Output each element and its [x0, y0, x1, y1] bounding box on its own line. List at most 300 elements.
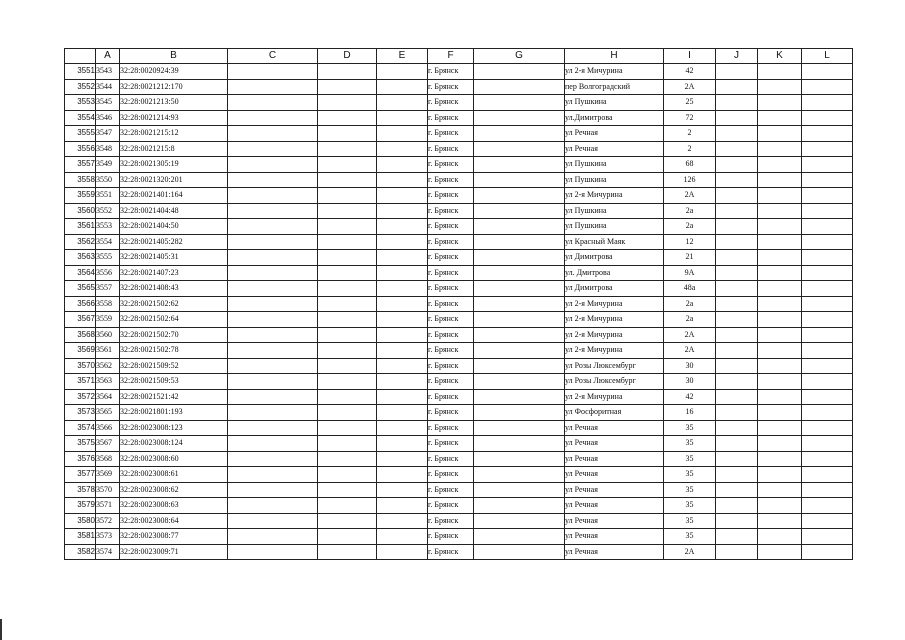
cell-g	[474, 420, 565, 436]
cell-a: 3559	[96, 312, 120, 328]
cell-c	[228, 265, 318, 281]
cell-f-city: г. Брянск	[428, 79, 474, 95]
cell-g	[474, 482, 565, 498]
cell-i-house-number: 126	[664, 172, 716, 188]
cell-h-street: ул.Димитрова	[565, 110, 664, 126]
cell-g	[474, 250, 565, 266]
cell-e	[377, 141, 428, 157]
column-header-a: A	[96, 49, 120, 64]
cell-l	[802, 343, 853, 359]
column-header-c: C	[228, 49, 318, 64]
table-row	[65, 188, 853, 204]
cell-e	[377, 498, 428, 514]
row-number: 3565	[65, 281, 96, 297]
column-header-h: H	[565, 49, 664, 64]
table-row	[65, 157, 853, 173]
cell-f-city: г. Брянск	[428, 157, 474, 173]
cell-a: 3564	[96, 389, 120, 405]
cell-f-city: г. Брянск	[428, 513, 474, 529]
table-row	[65, 64, 853, 80]
cell-c	[228, 281, 318, 297]
cell-j	[716, 327, 758, 343]
cell-a: 3546	[96, 110, 120, 126]
cell-d	[318, 110, 377, 126]
cell-j	[716, 405, 758, 421]
cell-d	[318, 157, 377, 173]
cell-a: 3570	[96, 482, 120, 498]
row-number: 3563	[65, 250, 96, 266]
cell-j	[716, 420, 758, 436]
column-header-row	[65, 49, 853, 64]
cell-a: 3567	[96, 436, 120, 452]
cell-c	[228, 358, 318, 374]
cell-j	[716, 467, 758, 483]
cell-k	[758, 436, 802, 452]
cell-a: 3574	[96, 544, 120, 560]
cell-e	[377, 250, 428, 266]
cell-f-city: г. Брянск	[428, 374, 474, 390]
cell-b-cadastral-number: 32:28:0021509:52	[120, 358, 228, 374]
cell-j	[716, 265, 758, 281]
cell-a: 3552	[96, 203, 120, 219]
cell-l	[802, 172, 853, 188]
table-row	[65, 327, 853, 343]
cell-h-street: ул 2-я Мичурина	[565, 296, 664, 312]
cell-h-street: ул Фосфоритная	[565, 405, 664, 421]
cell-a: 3568	[96, 451, 120, 467]
cell-c	[228, 126, 318, 142]
cell-e	[377, 513, 428, 529]
cell-d	[318, 327, 377, 343]
cell-h-street: ул Речная	[565, 436, 664, 452]
cell-j	[716, 157, 758, 173]
cell-b-cadastral-number: 32:28:0020924:39	[120, 64, 228, 80]
cell-b-cadastral-number: 32:28:0023008:123	[120, 420, 228, 436]
cell-k	[758, 358, 802, 374]
cell-b-cadastral-number: 32:28:0023009:71	[120, 544, 228, 560]
cell-a: 3558	[96, 296, 120, 312]
cell-a: 3560	[96, 327, 120, 343]
cell-c	[228, 451, 318, 467]
cell-e	[377, 126, 428, 142]
cell-f-city: г. Брянск	[428, 110, 474, 126]
cell-e	[377, 467, 428, 483]
cell-c	[228, 296, 318, 312]
cell-l	[802, 110, 853, 126]
cell-h-street: ул Димитрова	[565, 250, 664, 266]
table-row	[65, 234, 853, 250]
cell-f-city: г. Брянск	[428, 141, 474, 157]
cell-d	[318, 436, 377, 452]
cell-k	[758, 374, 802, 390]
cell-l	[802, 389, 853, 405]
row-number: 3569	[65, 343, 96, 359]
cell-l	[802, 219, 853, 235]
cell-i-house-number: 30	[664, 358, 716, 374]
row-number: 3554	[65, 110, 96, 126]
cell-e	[377, 203, 428, 219]
cell-j	[716, 188, 758, 204]
cell-k	[758, 544, 802, 560]
cell-c	[228, 95, 318, 111]
cell-l	[802, 188, 853, 204]
cell-j	[716, 374, 758, 390]
cell-j	[716, 544, 758, 560]
cell-h-street: ул Речная	[565, 451, 664, 467]
cell-d	[318, 312, 377, 328]
cell-h-street: ул Речная	[565, 467, 664, 483]
cell-j	[716, 110, 758, 126]
row-number: 3576	[65, 451, 96, 467]
cell-c	[228, 389, 318, 405]
cell-l	[802, 296, 853, 312]
cell-g	[474, 513, 565, 529]
cell-c	[228, 250, 318, 266]
cell-h-street: ул Пушкина	[565, 95, 664, 111]
cell-h-street: ул Розы Люксембург	[565, 358, 664, 374]
cell-k	[758, 234, 802, 250]
column-header-g: G	[474, 49, 565, 64]
cell-j	[716, 79, 758, 95]
cell-e	[377, 219, 428, 235]
cell-j	[716, 436, 758, 452]
cell-k	[758, 312, 802, 328]
cell-d	[318, 250, 377, 266]
cell-i-house-number: 2А	[664, 343, 716, 359]
table-row	[65, 265, 853, 281]
cell-b-cadastral-number: 32:28:0021405:31	[120, 250, 228, 266]
cell-a: 3569	[96, 467, 120, 483]
cell-c	[228, 327, 318, 343]
cell-l	[802, 95, 853, 111]
cell-i-house-number: 2а	[664, 203, 716, 219]
cell-j	[716, 529, 758, 545]
cell-h-street: ул Пушкина	[565, 157, 664, 173]
cell-e	[377, 95, 428, 111]
cell-e	[377, 544, 428, 560]
cell-d	[318, 219, 377, 235]
cell-g	[474, 95, 565, 111]
cell-j	[716, 513, 758, 529]
cell-f-city: г. Брянск	[428, 126, 474, 142]
cell-b-cadastral-number: 32:28:0023008:62	[120, 482, 228, 498]
row-number: 3582	[65, 544, 96, 560]
cell-b-cadastral-number: 32:28:0021502:70	[120, 327, 228, 343]
cell-f-city: г. Брянск	[428, 389, 474, 405]
cell-l	[802, 234, 853, 250]
cell-b-cadastral-number: 32:28:0023008:77	[120, 529, 228, 545]
cell-b-cadastral-number: 32:28:0021214:93	[120, 110, 228, 126]
cell-g	[474, 327, 565, 343]
cell-b-cadastral-number: 32:28:0021502:62	[120, 296, 228, 312]
cell-c	[228, 141, 318, 157]
table-row	[65, 203, 853, 219]
table-row	[65, 141, 853, 157]
cell-l	[802, 513, 853, 529]
cell-f-city: г. Брянск	[428, 405, 474, 421]
table-row	[65, 451, 853, 467]
row-number: 3570	[65, 358, 96, 374]
cell-e	[377, 436, 428, 452]
row-number: 3574	[65, 420, 96, 436]
table-row	[65, 498, 853, 514]
cell-k	[758, 141, 802, 157]
cell-e	[377, 405, 428, 421]
cell-l	[802, 529, 853, 545]
cell-f-city: г. Брянск	[428, 64, 474, 80]
cell-i-house-number: 35	[664, 498, 716, 514]
cell-c	[228, 157, 318, 173]
cell-k	[758, 95, 802, 111]
cell-e	[377, 234, 428, 250]
cell-i-house-number: 2а	[664, 296, 716, 312]
cell-h-street: ул Речная	[565, 420, 664, 436]
table-row	[65, 343, 853, 359]
row-number: 3568	[65, 327, 96, 343]
cell-h-street: ул Речная	[565, 498, 664, 514]
cell-j	[716, 95, 758, 111]
row-number: 3573	[65, 405, 96, 421]
cell-k	[758, 281, 802, 297]
cell-f-city: г. Брянск	[428, 312, 474, 328]
cell-i-house-number: 25	[664, 95, 716, 111]
cell-l	[802, 157, 853, 173]
cell-l	[802, 436, 853, 452]
cell-b-cadastral-number: 32:28:0021404:48	[120, 203, 228, 219]
row-number: 3558	[65, 172, 96, 188]
cell-h-street: ул Речная	[565, 529, 664, 545]
cell-g	[474, 389, 565, 405]
cell-f-city: г. Брянск	[428, 482, 474, 498]
cell-a: 3544	[96, 79, 120, 95]
cell-j	[716, 172, 758, 188]
cell-j	[716, 281, 758, 297]
cell-j	[716, 389, 758, 405]
table-row	[65, 529, 853, 545]
cell-i-house-number: 16	[664, 405, 716, 421]
cell-c	[228, 312, 318, 328]
cell-k	[758, 203, 802, 219]
cell-l	[802, 141, 853, 157]
cell-a: 3566	[96, 420, 120, 436]
cell-g	[474, 265, 565, 281]
cell-e	[377, 188, 428, 204]
table-row	[65, 513, 853, 529]
cell-c	[228, 172, 318, 188]
cell-a: 3549	[96, 157, 120, 173]
cell-h-street: ул Речная	[565, 126, 664, 142]
column-header-d: D	[318, 49, 377, 64]
cell-b-cadastral-number: 32:28:0021215:8	[120, 141, 228, 157]
row-number: 3577	[65, 467, 96, 483]
cell-d	[318, 79, 377, 95]
row-number: 3555	[65, 126, 96, 142]
table-row	[65, 219, 853, 235]
row-number: 3566	[65, 296, 96, 312]
cell-b-cadastral-number: 32:28:0021408:43	[120, 281, 228, 297]
table-row	[65, 281, 853, 297]
cell-h-street: ул 2-я Мичурина	[565, 327, 664, 343]
table-row	[65, 126, 853, 142]
cell-f-city: г. Брянск	[428, 420, 474, 436]
cell-j	[716, 296, 758, 312]
cell-b-cadastral-number: 32:28:0021213:50	[120, 95, 228, 111]
cell-h-street: ул 2-я Мичурина	[565, 312, 664, 328]
cell-b-cadastral-number: 32:28:0021405:282	[120, 234, 228, 250]
cell-j	[716, 126, 758, 142]
cell-j	[716, 482, 758, 498]
cell-a: 3543	[96, 64, 120, 80]
cell-g	[474, 296, 565, 312]
table-row	[65, 420, 853, 436]
cell-i-house-number: 30	[664, 374, 716, 390]
cell-c	[228, 374, 318, 390]
cell-d	[318, 420, 377, 436]
cell-h-street: ул 2-я Мичурина	[565, 64, 664, 80]
cell-b-cadastral-number: 32:28:0021801:193	[120, 405, 228, 421]
cell-l	[802, 482, 853, 498]
cell-i-house-number: 35	[664, 482, 716, 498]
cell-g	[474, 405, 565, 421]
cell-i-house-number: 35	[664, 529, 716, 545]
cell-d	[318, 389, 377, 405]
cell-c	[228, 343, 318, 359]
cell-c	[228, 482, 318, 498]
cell-a: 3571	[96, 498, 120, 514]
cell-h-street: пер Волгоградский	[565, 79, 664, 95]
cell-b-cadastral-number: 32:28:0021404:50	[120, 219, 228, 235]
cell-k	[758, 172, 802, 188]
row-number: 3575	[65, 436, 96, 452]
cell-i-house-number: 35	[664, 420, 716, 436]
cell-g	[474, 219, 565, 235]
cell-f-city: г. Брянск	[428, 95, 474, 111]
cell-f-city: г. Брянск	[428, 436, 474, 452]
table-row	[65, 95, 853, 111]
cell-j	[716, 312, 758, 328]
cell-k	[758, 188, 802, 204]
row-number: 3557	[65, 157, 96, 173]
cell-g	[474, 498, 565, 514]
cell-k	[758, 529, 802, 545]
cell-k	[758, 64, 802, 80]
cell-c	[228, 405, 318, 421]
cell-d	[318, 172, 377, 188]
table-row	[65, 436, 853, 452]
cell-e	[377, 451, 428, 467]
cell-e	[377, 296, 428, 312]
cell-g	[474, 234, 565, 250]
cell-g	[474, 141, 565, 157]
cell-f-city: г. Брянск	[428, 219, 474, 235]
cell-b-cadastral-number: 32:28:0021509:53	[120, 374, 228, 390]
cell-e	[377, 265, 428, 281]
cell-d	[318, 498, 377, 514]
cell-h-street: ул Речная	[565, 482, 664, 498]
cell-c	[228, 544, 318, 560]
cell-b-cadastral-number: 32:28:0021212:170	[120, 79, 228, 95]
cell-k	[758, 110, 802, 126]
cell-c	[228, 498, 318, 514]
cell-i-house-number: 12	[664, 234, 716, 250]
cell-j	[716, 358, 758, 374]
cell-b-cadastral-number: 32:28:0021502:64	[120, 312, 228, 328]
cell-l	[802, 281, 853, 297]
cell-c	[228, 234, 318, 250]
cell-e	[377, 374, 428, 390]
cell-d	[318, 141, 377, 157]
cell-k	[758, 513, 802, 529]
column-header-b: B	[120, 49, 228, 64]
cell-g	[474, 436, 565, 452]
cell-e	[377, 281, 428, 297]
cell-e	[377, 327, 428, 343]
cell-c	[228, 110, 318, 126]
cell-a: 3551	[96, 188, 120, 204]
cell-e	[377, 64, 428, 80]
cell-g	[474, 358, 565, 374]
cell-h-street: ул Димитрова	[565, 281, 664, 297]
table-row	[65, 544, 853, 560]
row-number: 3580	[65, 513, 96, 529]
cell-i-house-number: 42	[664, 64, 716, 80]
cell-e	[377, 482, 428, 498]
cell-i-house-number: 2а	[664, 312, 716, 328]
cell-c	[228, 79, 318, 95]
row-number: 3562	[65, 234, 96, 250]
cell-a: 3553	[96, 219, 120, 235]
cell-i-house-number: 2	[664, 126, 716, 142]
cell-d	[318, 203, 377, 219]
table-row	[65, 79, 853, 95]
cell-g	[474, 451, 565, 467]
cell-a: 3563	[96, 374, 120, 390]
cell-c	[228, 203, 318, 219]
cell-g	[474, 110, 565, 126]
cell-h-street: ул Розы Люксембург	[565, 374, 664, 390]
cell-a: 3557	[96, 281, 120, 297]
cell-g	[474, 126, 565, 142]
cell-k	[758, 296, 802, 312]
cell-g	[474, 64, 565, 80]
cell-k	[758, 389, 802, 405]
cell-g	[474, 467, 565, 483]
table-row	[65, 389, 853, 405]
cell-i-house-number: 35	[664, 467, 716, 483]
cell-a: 3573	[96, 529, 120, 545]
cell-l	[802, 420, 853, 436]
cell-a: 3562	[96, 358, 120, 374]
row-number: 3578	[65, 482, 96, 498]
cell-l	[802, 79, 853, 95]
cell-f-city: г. Брянск	[428, 281, 474, 297]
cell-k	[758, 498, 802, 514]
cell-i-house-number: 68	[664, 157, 716, 173]
cell-h-street: ул Речная	[565, 513, 664, 529]
cell-e	[377, 157, 428, 173]
cell-k	[758, 482, 802, 498]
column-header-l: L	[802, 49, 853, 64]
cell-d	[318, 529, 377, 545]
cell-g	[474, 172, 565, 188]
cell-k	[758, 126, 802, 142]
cell-l	[802, 544, 853, 560]
cell-f-city: г. Брянск	[428, 327, 474, 343]
cell-f-city: г. Брянск	[428, 203, 474, 219]
table-row	[65, 250, 853, 266]
row-number: 3571	[65, 374, 96, 390]
cell-f-city: г. Брянск	[428, 529, 474, 545]
